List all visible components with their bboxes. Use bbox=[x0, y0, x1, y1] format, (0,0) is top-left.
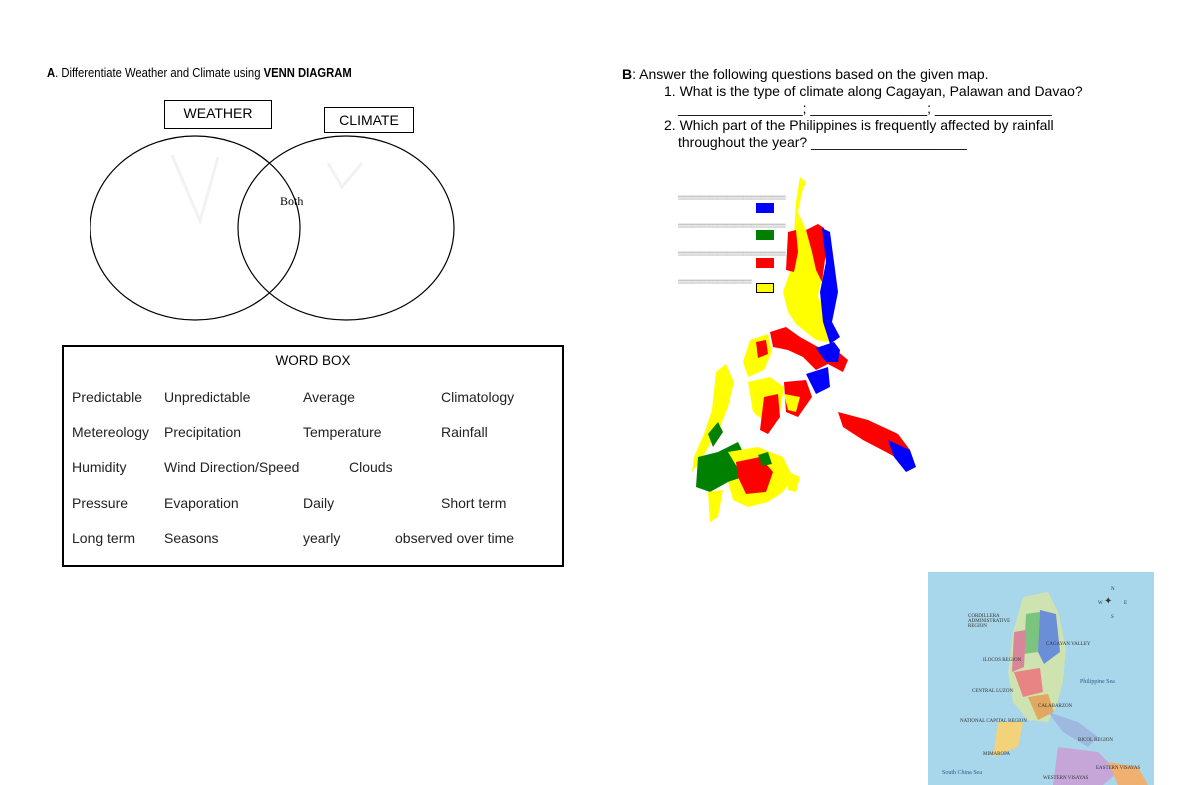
weather-label-box bbox=[164, 100, 272, 129]
climate-label: CLIMATE bbox=[339, 112, 399, 128]
region-label: CAGAYAN VALLEY bbox=[1046, 642, 1091, 647]
faint-v-mark-2 bbox=[328, 163, 362, 187]
legend-text-1: ▒▒▒▒▒▒▒▒▒▒▒▒▒▒▒▒▒▒▒▒▒▒▒▒▒▒▒▒▒▒▒▒▒▒▒▒▒▒ bbox=[678, 195, 786, 200]
legend-text-4: ▒▒▒▒▒▒▒▒▒▒▒▒▒▒▒▒▒▒▒▒▒▒▒▒▒▒ bbox=[678, 279, 752, 284]
region-label: MIMAROPA bbox=[983, 752, 1011, 757]
word-item: Daily bbox=[303, 495, 335, 511]
word-item: Rainfall bbox=[441, 424, 488, 440]
question-1-blanks: ________________; _______________; _______________ bbox=[678, 100, 1052, 116]
region-label: WESTERN VISAYAS bbox=[1043, 776, 1089, 781]
word-item: Clouds bbox=[349, 459, 393, 475]
word-item: Seasons bbox=[164, 530, 219, 546]
mindanao-south bbox=[708, 490, 723, 522]
legend-text-2: ▒▒▒▒▒▒▒▒▒▒▒▒▒▒▒▒▒▒▒▒▒▒▒▒▒▒▒▒▒▒▒▒▒▒▒▒▒▒ bbox=[678, 223, 786, 228]
reference-regions-map bbox=[928, 572, 1154, 785]
faint-v-mark bbox=[172, 155, 218, 221]
venn-diagram bbox=[90, 135, 490, 325]
word-item: Metereology bbox=[72, 424, 150, 440]
word-item: Evaporation bbox=[164, 495, 239, 511]
section-b bbox=[622, 66, 1083, 151]
region-label: EASTERN VISAYAS bbox=[1096, 766, 1141, 771]
word-item: Predictable bbox=[72, 389, 143, 405]
philippines-climate-map bbox=[688, 172, 923, 527]
venn-diagram-label: VENN DIAGRAM bbox=[263, 66, 352, 80]
word-item: Wind Direction/Speed bbox=[164, 459, 300, 475]
both-label: Both bbox=[280, 194, 304, 208]
word-item: yearly bbox=[303, 530, 341, 546]
philippine-sea-label: Philippine Sea bbox=[1080, 679, 1115, 685]
section-b-letter: B bbox=[622, 66, 633, 82]
ilocos-region bbox=[1012, 630, 1026, 672]
weather-label: WEATHER bbox=[183, 105, 253, 121]
word-item: Precipitation bbox=[164, 424, 242, 440]
section-a-instruction: . Differentiate Weather and Climate using bbox=[55, 66, 264, 80]
word-item: Temperature bbox=[303, 424, 382, 440]
compass-e: E bbox=[1124, 601, 1128, 606]
section-a-letter: A bbox=[47, 66, 56, 80]
compass-rose-icon: ✦ bbox=[1104, 596, 1113, 607]
question-2-line-1: 2. Which part of the Philippines is frequently affected by rainfall bbox=[664, 117, 1054, 133]
question-2-line-2: throughout the year? ____________________ bbox=[678, 134, 967, 150]
word-item: observed over time bbox=[395, 530, 515, 546]
region-label: NATIONAL CAPITAL REGION bbox=[960, 719, 1027, 724]
compass-w: W bbox=[1098, 601, 1103, 606]
question-1: 1. What is the type of climate along Cagayan, Palawan and Davao? bbox=[664, 83, 1083, 99]
section-a-title bbox=[47, 66, 352, 80]
mindanao-east-bits bbox=[788, 472, 800, 492]
mindoro bbox=[743, 334, 772, 377]
legend-text-3: ▒▒▒▒▒▒▒▒▒▒▒▒▒▒▒▒▒▒▒▒▒▒▒▒▒▒▒▒▒▒▒▒▒▒▒▒▒▒ bbox=[678, 251, 786, 256]
climate-label-box bbox=[324, 107, 414, 133]
word-item: Average bbox=[303, 389, 355, 405]
compass-s: S bbox=[1111, 615, 1114, 620]
word-item: Unpredictable bbox=[164, 389, 251, 405]
word-item: Humidity bbox=[72, 459, 127, 475]
region-label: ILOCOS REGION bbox=[983, 658, 1022, 663]
samar-east bbox=[806, 367, 830, 394]
south-china-sea-label: South China Sea bbox=[942, 770, 982, 776]
word-box bbox=[62, 345, 564, 567]
section-b-title bbox=[622, 66, 1083, 83]
region-label: CENTRAL LUZON bbox=[972, 689, 1014, 694]
word-item: Long term bbox=[72, 530, 136, 546]
region-label: BICOL REGION bbox=[1078, 738, 1113, 743]
region-label: CALABARZON bbox=[1038, 704, 1073, 709]
word-box-title: WORD BOX bbox=[275, 353, 351, 368]
compass-n: N bbox=[1111, 587, 1115, 592]
region-label: CORDILLERA ADMINISTRATIVE REGION bbox=[968, 614, 1011, 629]
regions-map-drawing bbox=[928, 572, 1154, 785]
word-item: Climatology bbox=[441, 389, 515, 405]
section-b-instruction: : Answer the following questions based on the given map. bbox=[632, 66, 989, 82]
word-item: Short term bbox=[441, 495, 507, 511]
word-item: Pressure bbox=[72, 495, 129, 511]
